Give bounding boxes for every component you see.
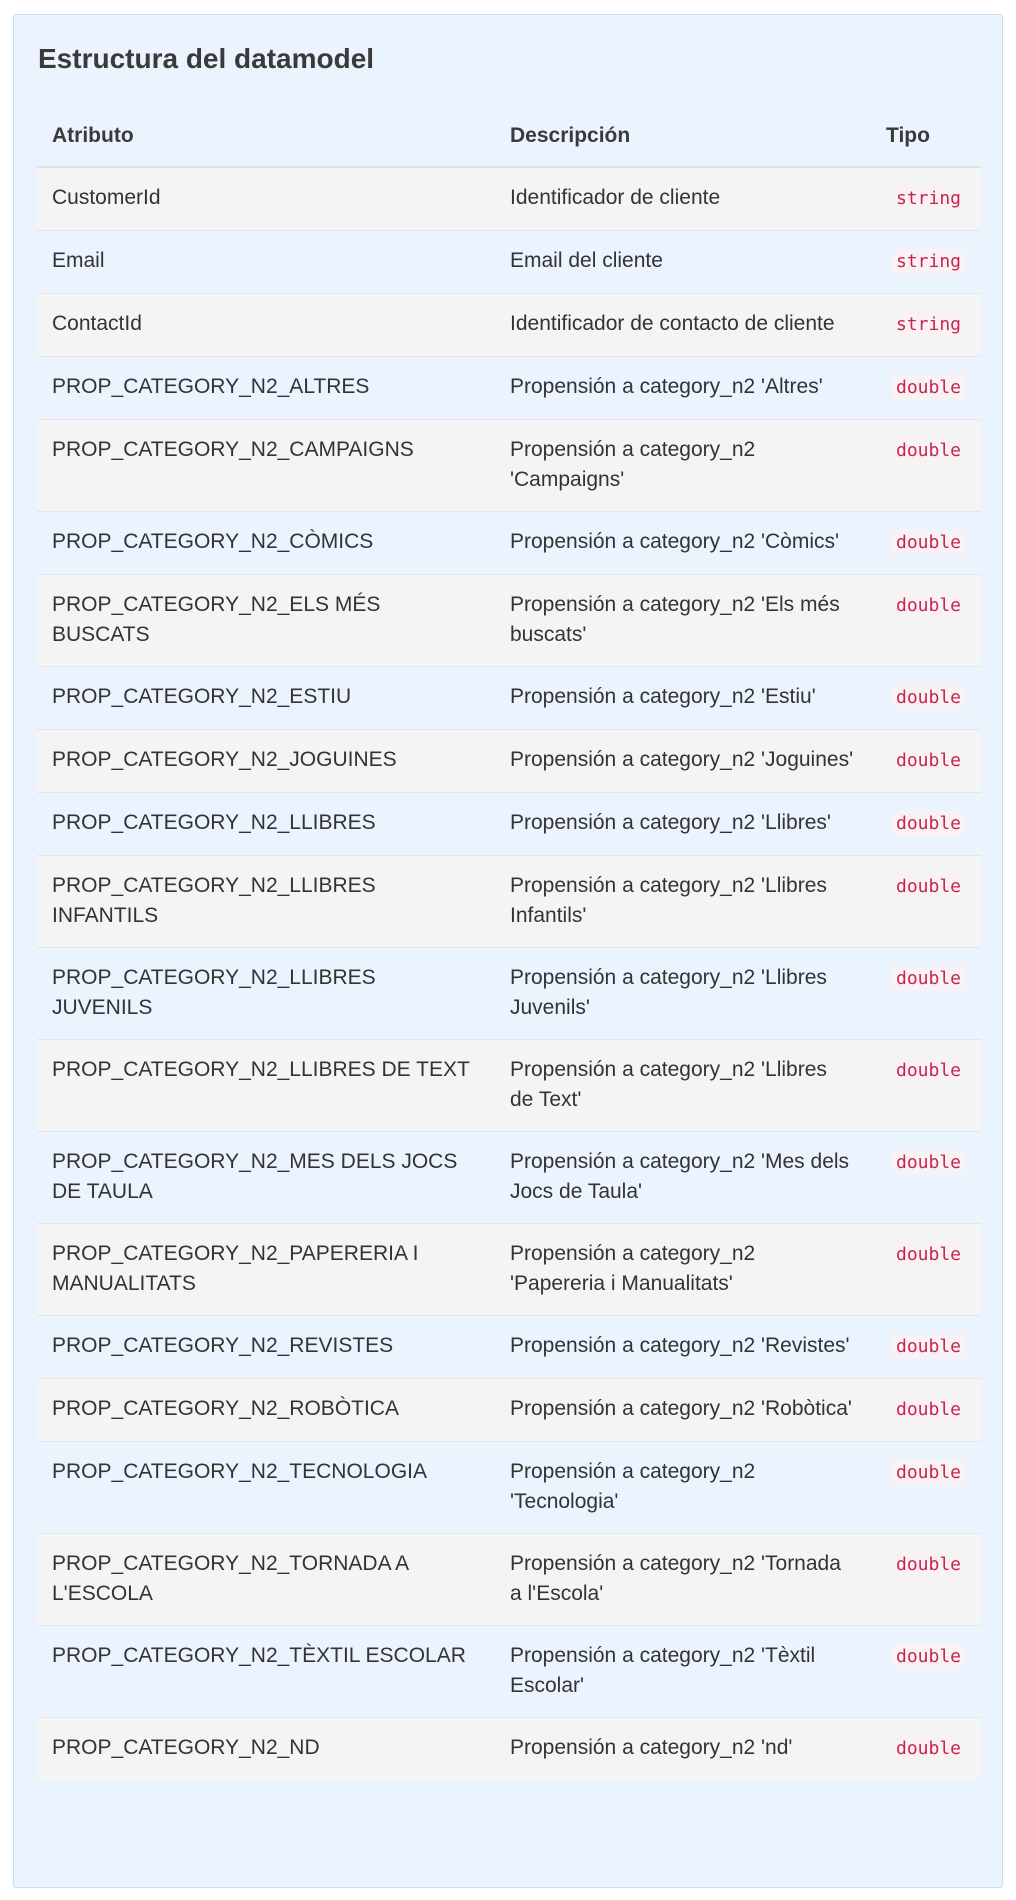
type-cell <box>871 667 981 730</box>
attribute-cell: PROP_CATEGORY_N2_CAMPAIGNS <box>37 420 495 512</box>
table-row <box>37 1534 981 1626</box>
table-row <box>37 575 981 667</box>
type-badge: double <box>892 593 965 618</box>
attribute-cell: PROP_CATEGORY_N2_TÈXTIL ESCOLAR <box>37 1626 495 1718</box>
type-cell <box>871 1224 981 1316</box>
type-badge: string <box>892 186 965 211</box>
table-row <box>37 1132 981 1224</box>
type-badge: double <box>892 1334 965 1359</box>
type-cell <box>871 1534 981 1626</box>
attribute-cell: PROP_CATEGORY_N2_REVISTES <box>37 1316 495 1379</box>
attribute-cell: PROP_CATEGORY_N2_LLIBRES JUVENILS <box>37 948 495 1040</box>
type-cell <box>871 1626 981 1718</box>
table-row <box>37 1442 981 1534</box>
table-row <box>37 730 981 793</box>
type-cell <box>871 793 981 856</box>
type-badge: double <box>892 530 965 555</box>
type-badge: double <box>892 1460 965 1485</box>
description-cell: Propensión a category_n2 'Campaigns' <box>495 420 871 512</box>
attribute-cell: PROP_CATEGORY_N2_TECNOLOGIA <box>37 1442 495 1534</box>
type-badge: double <box>892 748 965 773</box>
attribute-cell: PROP_CATEGORY_N2_ND <box>37 1718 495 1781</box>
type-badge: double <box>892 685 965 710</box>
description-cell: Propensión a category_n2 'Còmics' <box>495 512 871 575</box>
type-badge: double <box>892 1242 965 1267</box>
type-badge: string <box>892 249 965 274</box>
attribute-cell: PROP_CATEGORY_N2_ESTIU <box>37 667 495 730</box>
type-badge: double <box>892 438 965 463</box>
attribute-cell: PROP_CATEGORY_N2_LLIBRES <box>37 793 495 856</box>
table-row <box>37 357 981 420</box>
column-header-description: Descripción <box>495 106 871 167</box>
description-cell: Propensión a category_n2 'Mes dels Jocs de Taula' <box>495 1132 871 1224</box>
attribute-cell: Email <box>37 231 495 294</box>
description-cell: Propensión a category_n2 'Llibres Juvenils' <box>495 948 871 1040</box>
type-cell <box>871 856 981 948</box>
type-badge: double <box>892 874 965 899</box>
datamodel-table <box>37 106 981 1780</box>
attribute-cell: PROP_CATEGORY_N2_ELS MÉS BUSCATS <box>37 575 495 667</box>
table-row <box>37 512 981 575</box>
type-cell <box>871 1442 981 1534</box>
type-cell <box>871 1316 981 1379</box>
type-badge: double <box>892 1736 965 1761</box>
description-cell: Propensión a category_n2 'Llibres' <box>495 793 871 856</box>
table-row <box>37 231 981 294</box>
type-cell <box>871 1040 981 1132</box>
type-cell <box>871 357 981 420</box>
type-badge: double <box>892 375 965 400</box>
type-cell <box>871 420 981 512</box>
type-cell <box>871 512 981 575</box>
type-badge: double <box>892 966 965 991</box>
panel-title: Estructura del datamodel <box>38 43 375 74</box>
type-cell <box>871 167 981 231</box>
attribute-cell: CustomerId <box>37 167 495 231</box>
attribute-cell: PROP_CATEGORY_N2_LLIBRES DE TEXT <box>37 1040 495 1132</box>
type-cell <box>871 1379 981 1442</box>
type-cell <box>871 294 981 357</box>
type-cell <box>871 1132 981 1224</box>
description-cell: Email del cliente <box>495 231 871 294</box>
attribute-cell: PROP_CATEGORY_N2_ALTRES <box>37 357 495 420</box>
column-header-attribute: Atributo <box>37 106 495 167</box>
description-cell: Propensión a category_n2 'Joguines' <box>495 730 871 793</box>
description-cell: Propensión a category_n2 'Tornada a l'Escola' <box>495 1534 871 1626</box>
table-row <box>37 1316 981 1379</box>
type-badge: double <box>892 1644 965 1669</box>
description-cell: Identificador de cliente <box>495 167 871 231</box>
type-cell <box>871 575 981 667</box>
type-cell <box>871 948 981 1040</box>
type-cell <box>871 1718 981 1781</box>
description-cell: Propensión a category_n2 'Robòtica' <box>495 1379 871 1442</box>
table-row <box>37 1379 981 1442</box>
description-cell: Propensión a category_n2 'Tecnologia' <box>495 1442 871 1534</box>
table-row <box>37 1040 981 1132</box>
description-cell: Propensión a category_n2 'Altres' <box>495 357 871 420</box>
table-row <box>37 1626 981 1718</box>
description-cell: Propensión a category_n2 'Revistes' <box>495 1316 871 1379</box>
description-cell: Propensión a category_n2 'Papereria i Manualitats' <box>495 1224 871 1316</box>
attribute-cell: PROP_CATEGORY_N2_TORNADA A L'ESCOLA <box>37 1534 495 1626</box>
type-cell <box>871 231 981 294</box>
attribute-cell: PROP_CATEGORY_N2_LLIBRES INFANTILS <box>37 856 495 948</box>
table-row <box>37 856 981 948</box>
datamodel-panel <box>13 14 1003 1888</box>
table-row <box>37 420 981 512</box>
description-cell: Propensión a category_n2 'nd' <box>495 1718 871 1781</box>
description-cell: Identificador de contacto de cliente <box>495 294 871 357</box>
table-row <box>37 667 981 730</box>
description-cell: Propensión a category_n2 'Estiu' <box>495 667 871 730</box>
attribute-cell: PROP_CATEGORY_N2_PAPERERIA I MANUALITATS <box>37 1224 495 1316</box>
attribute-cell: PROP_CATEGORY_N2_CÒMICS <box>37 512 495 575</box>
description-cell: Propensión a category_n2 'Llibres Infantils' <box>495 856 871 948</box>
column-header-type: Tipo <box>871 106 981 167</box>
table-row <box>37 167 981 231</box>
description-cell: Propensión a category_n2 'Els més buscats' <box>495 575 871 667</box>
table-header-row <box>37 106 981 167</box>
type-badge: double <box>892 811 965 836</box>
table-body <box>37 167 981 1780</box>
description-cell: Propensión a category_n2 'Tèxtil Escolar' <box>495 1626 871 1718</box>
table-row <box>37 793 981 856</box>
table-row <box>37 1224 981 1316</box>
table-row <box>37 294 981 357</box>
table-row <box>37 1718 981 1781</box>
attribute-cell: PROP_CATEGORY_N2_JOGUINES <box>37 730 495 793</box>
type-badge: double <box>892 1150 965 1175</box>
type-cell <box>871 730 981 793</box>
type-badge: double <box>892 1058 965 1083</box>
description-cell: Propensión a category_n2 'Llibres de Text' <box>495 1040 871 1132</box>
attribute-cell: PROP_CATEGORY_N2_ROBÒTICA <box>37 1379 495 1442</box>
attribute-cell: ContactId <box>37 294 495 357</box>
type-badge: double <box>892 1397 965 1422</box>
type-badge: double <box>892 1552 965 1577</box>
table-row <box>37 948 981 1040</box>
attribute-cell: PROP_CATEGORY_N2_MES DELS JOCS DE TAULA <box>37 1132 495 1224</box>
type-badge: string <box>892 312 965 337</box>
